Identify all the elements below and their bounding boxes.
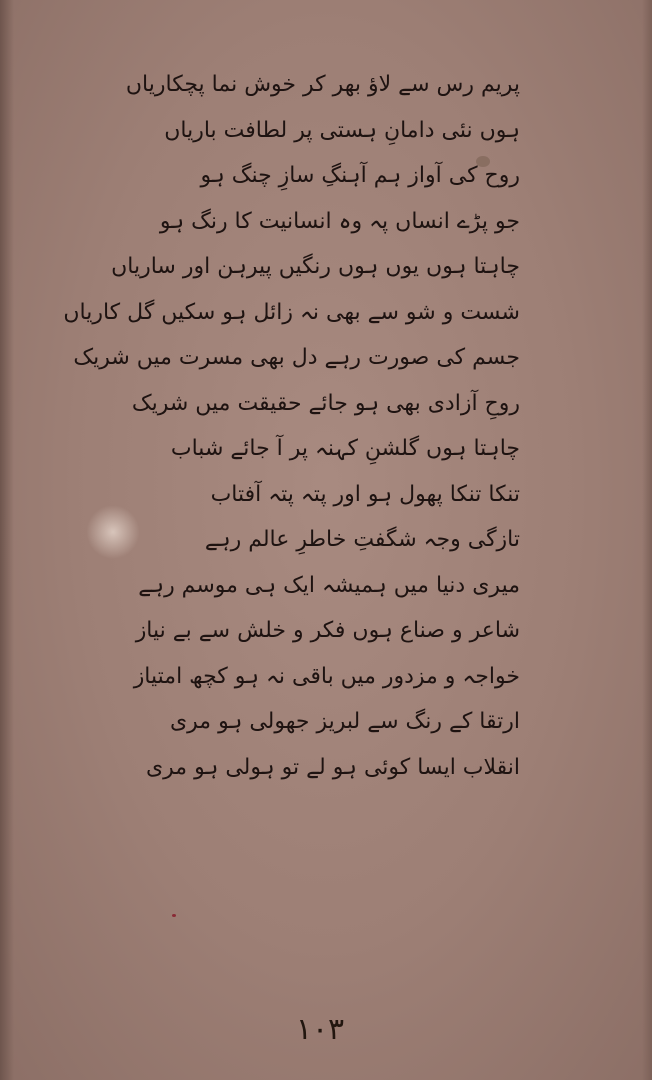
poem-line: روحِ آزادی بھی ہو جائے حقیقت میں شریک bbox=[131, 390, 520, 416]
poem-line: میری دنیا میں ہمیشہ ایک ہی موسم رہے bbox=[138, 572, 520, 598]
poem-line: انقلاب ایسا کوئی ہو لے تو ہولی ہو مری bbox=[145, 754, 520, 780]
poem-line: خواجہ و مزدور میں باقی نہ ہو کچھ امتیاز bbox=[133, 663, 520, 689]
ink-speck bbox=[172, 914, 176, 917]
poem-line: چاہتا ہوں گلشنِ کہنہ پر آ جائے شباب bbox=[170, 436, 520, 461]
poem-line: پریم رس سے لاؤ بھر کر خوش نما پچکاریاں bbox=[125, 72, 520, 97]
page-shadow-left bbox=[0, 0, 14, 1080]
poem-line: تازگی وجہ شگفتِ خاطرِ عالم رہے bbox=[204, 527, 520, 552]
poem-line: جسم کی صورت رہے دل بھی مسرت میں شریک bbox=[73, 345, 520, 370]
poem-line: ارتقا کے رنگ سے لبریز جھولی ہو مری bbox=[169, 709, 520, 734]
page-shadow-right bbox=[642, 0, 652, 1080]
light-glare bbox=[86, 505, 140, 559]
poem-line: ہوں نئی دامانِ ہستی پر لطافت باریاں bbox=[164, 117, 520, 143]
poem-line: تنکا تنکا پھول ہو اور پتہ پتہ آفتاب bbox=[210, 481, 520, 507]
poem-line: روح کی آواز ہم آہنگِ سازِ چنگ ہو bbox=[200, 163, 520, 188]
poem-text bbox=[63, 62, 520, 790]
poem-line: جو پڑے انساں پہ وہ انسانیت کا رنگ ہو bbox=[159, 208, 520, 234]
poem-line: چاہتا ہوں یوں ہوں رنگیں پیرہن اور ساریاں bbox=[111, 254, 520, 279]
poem-line: شست و شو سے بھی نہ زائل ہو سکیں گل کاریاں bbox=[63, 299, 520, 325]
page-number: ۱۰۳ bbox=[295, 1012, 345, 1047]
poem-line: شاعر و صناع ہوں فکر و خلش سے بے نیاز bbox=[135, 618, 520, 643]
